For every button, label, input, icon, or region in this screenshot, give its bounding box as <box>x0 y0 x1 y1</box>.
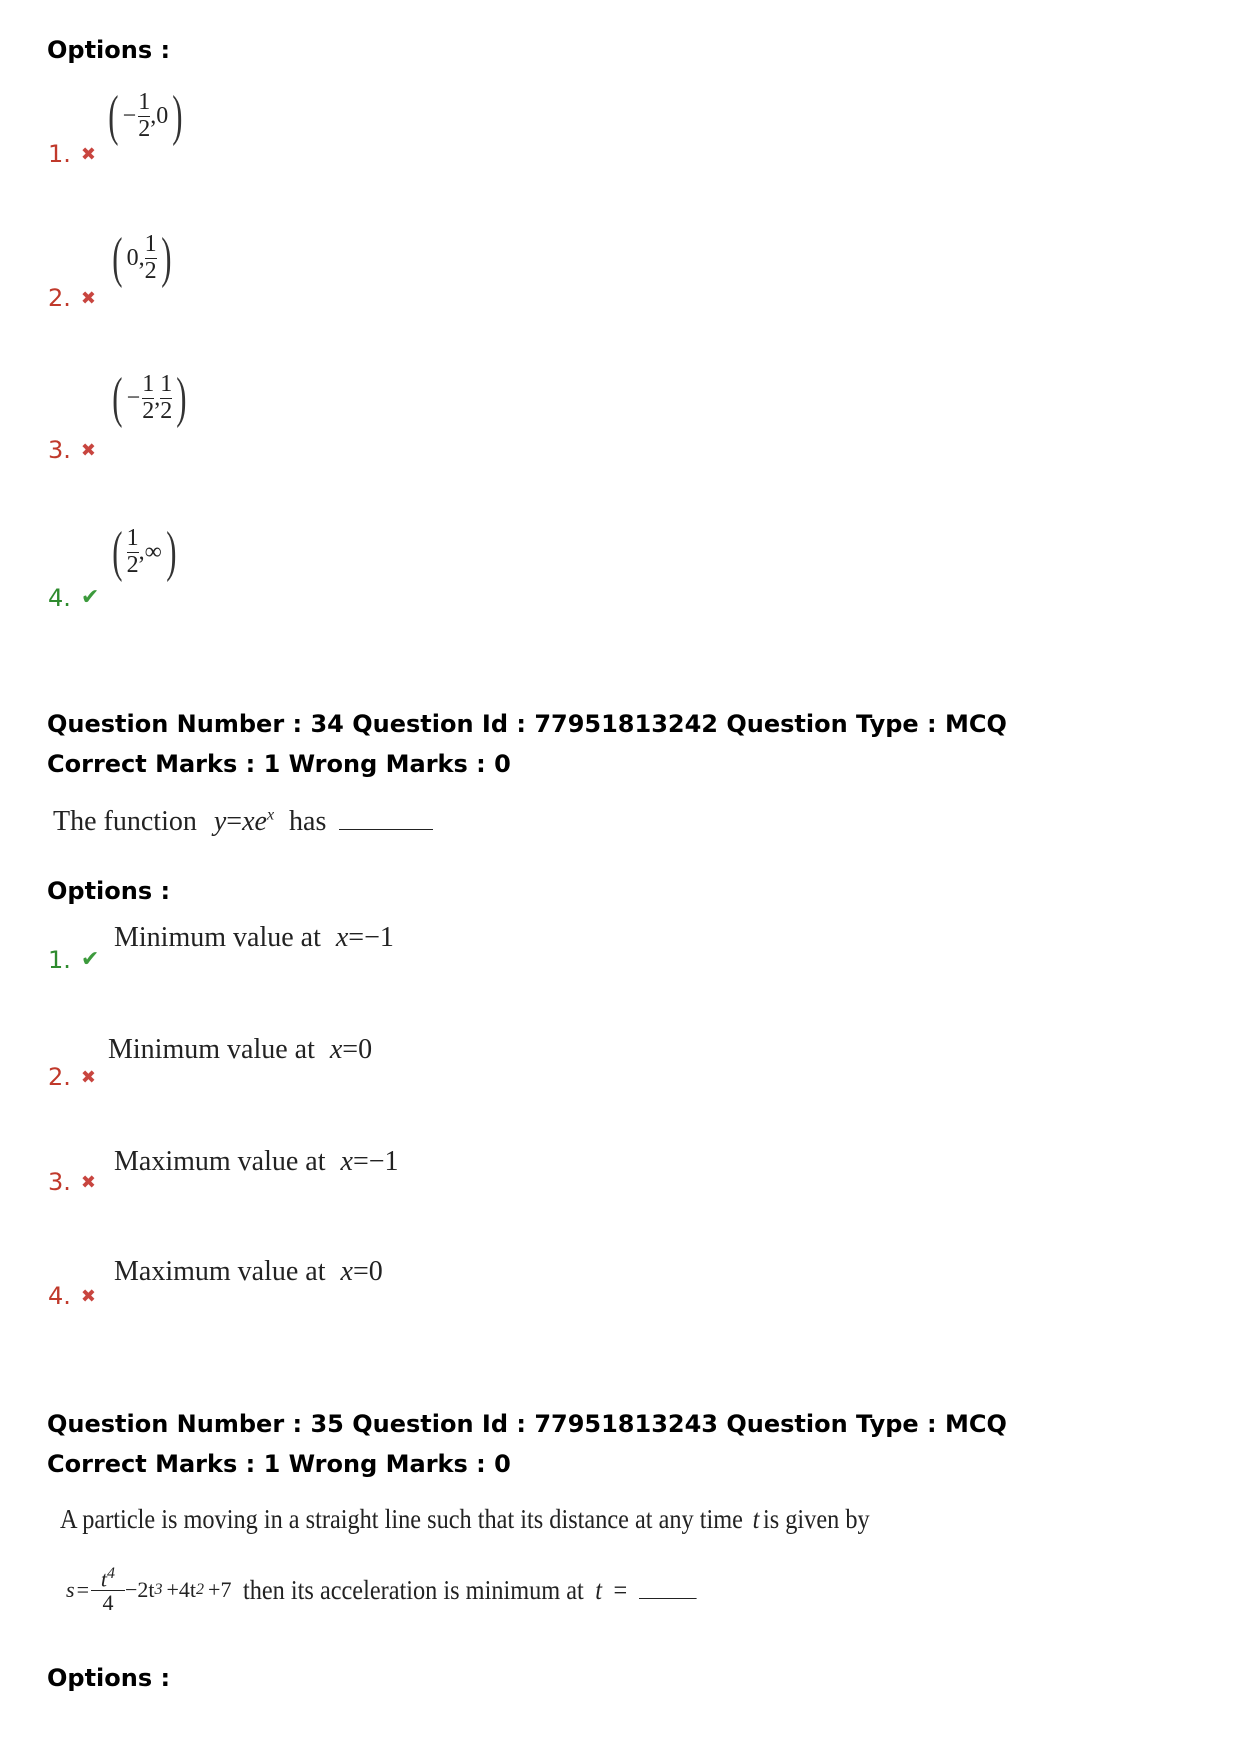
answer-blank <box>339 829 433 830</box>
checkmark-icon: ✔ <box>80 947 100 972</box>
q34-option-2-number: 2. ✖ <box>48 1063 96 1091</box>
question-34-options-heading: Options : <box>47 877 171 905</box>
question-35-text-line1: A particle is moving in a straight line such that its distance at any time t is given by <box>60 1504 870 1534</box>
question-34-header: Question Number : 34 Question Id : 77951813242 Question Type : MCQ <box>47 710 1007 738</box>
q34-option-2-text: Minimum value at x=0 <box>108 1034 373 1065</box>
q34-option-3-text: Maximum value at x=−1 <box>114 1146 399 1177</box>
wrong-mark-icon: ✖ <box>80 288 96 309</box>
option-4-expression: ( $\frac{1}{2}$ ,∞ ) <box>112 521 177 583</box>
question-35-formula: s = $\frac{t^4}{4}$ −2t 3 +4t 2 +7 then its acceleration is minimum at t = <box>66 1566 747 1615</box>
option-3-number: 3. ✖ <box>48 436 96 464</box>
question-34-text: The function $y=xe^x$ has <box>53 806 433 838</box>
options-heading: Options : <box>47 36 171 64</box>
option-2-number: 2. ✖ <box>48 284 96 312</box>
wrong-mark-icon: ✖ <box>80 1286 96 1307</box>
checkmark-icon: ✔ <box>80 585 100 610</box>
wrong-mark-icon: ✖ <box>80 1067 96 1088</box>
option-1-expression: ( − $\frac{1}{2}$ ,0 ) <box>108 85 183 147</box>
option-3-expression: ( − $\frac{1}{2}$ , $\frac{1}{2}$ ) <box>112 367 187 429</box>
answer-blank <box>639 1598 697 1599</box>
question-34-marks: Correct Marks : 1 Wrong Marks : 0 <box>47 750 511 778</box>
wrong-mark-icon: ✖ <box>80 1172 96 1193</box>
option-2-expression: ( 0, $\frac{1}{2}$ ) <box>112 227 172 289</box>
q34-option-3-number: 3. ✖ <box>48 1168 96 1196</box>
q34-option-4-text: Maximum value at x=0 <box>114 1256 383 1287</box>
question-35-header: Question Number : 35 Question Id : 77951813243 Question Type : MCQ <box>47 1410 1007 1438</box>
wrong-mark-icon: ✖ <box>80 144 96 165</box>
q34-option-1-number: 1. ✔ <box>48 946 100 974</box>
option-1-number: 1. ✖ <box>48 140 96 168</box>
wrong-mark-icon: ✖ <box>80 440 96 461</box>
question-35-options-heading: Options : <box>47 1664 171 1692</box>
q34-option-1-text: Minimum value at x=−1 <box>114 922 394 953</box>
option-4-number: 4. ✔ <box>48 584 100 612</box>
question-35-marks: Correct Marks : 1 Wrong Marks : 0 <box>47 1450 511 1478</box>
q34-option-4-number: 4. ✖ <box>48 1282 96 1310</box>
